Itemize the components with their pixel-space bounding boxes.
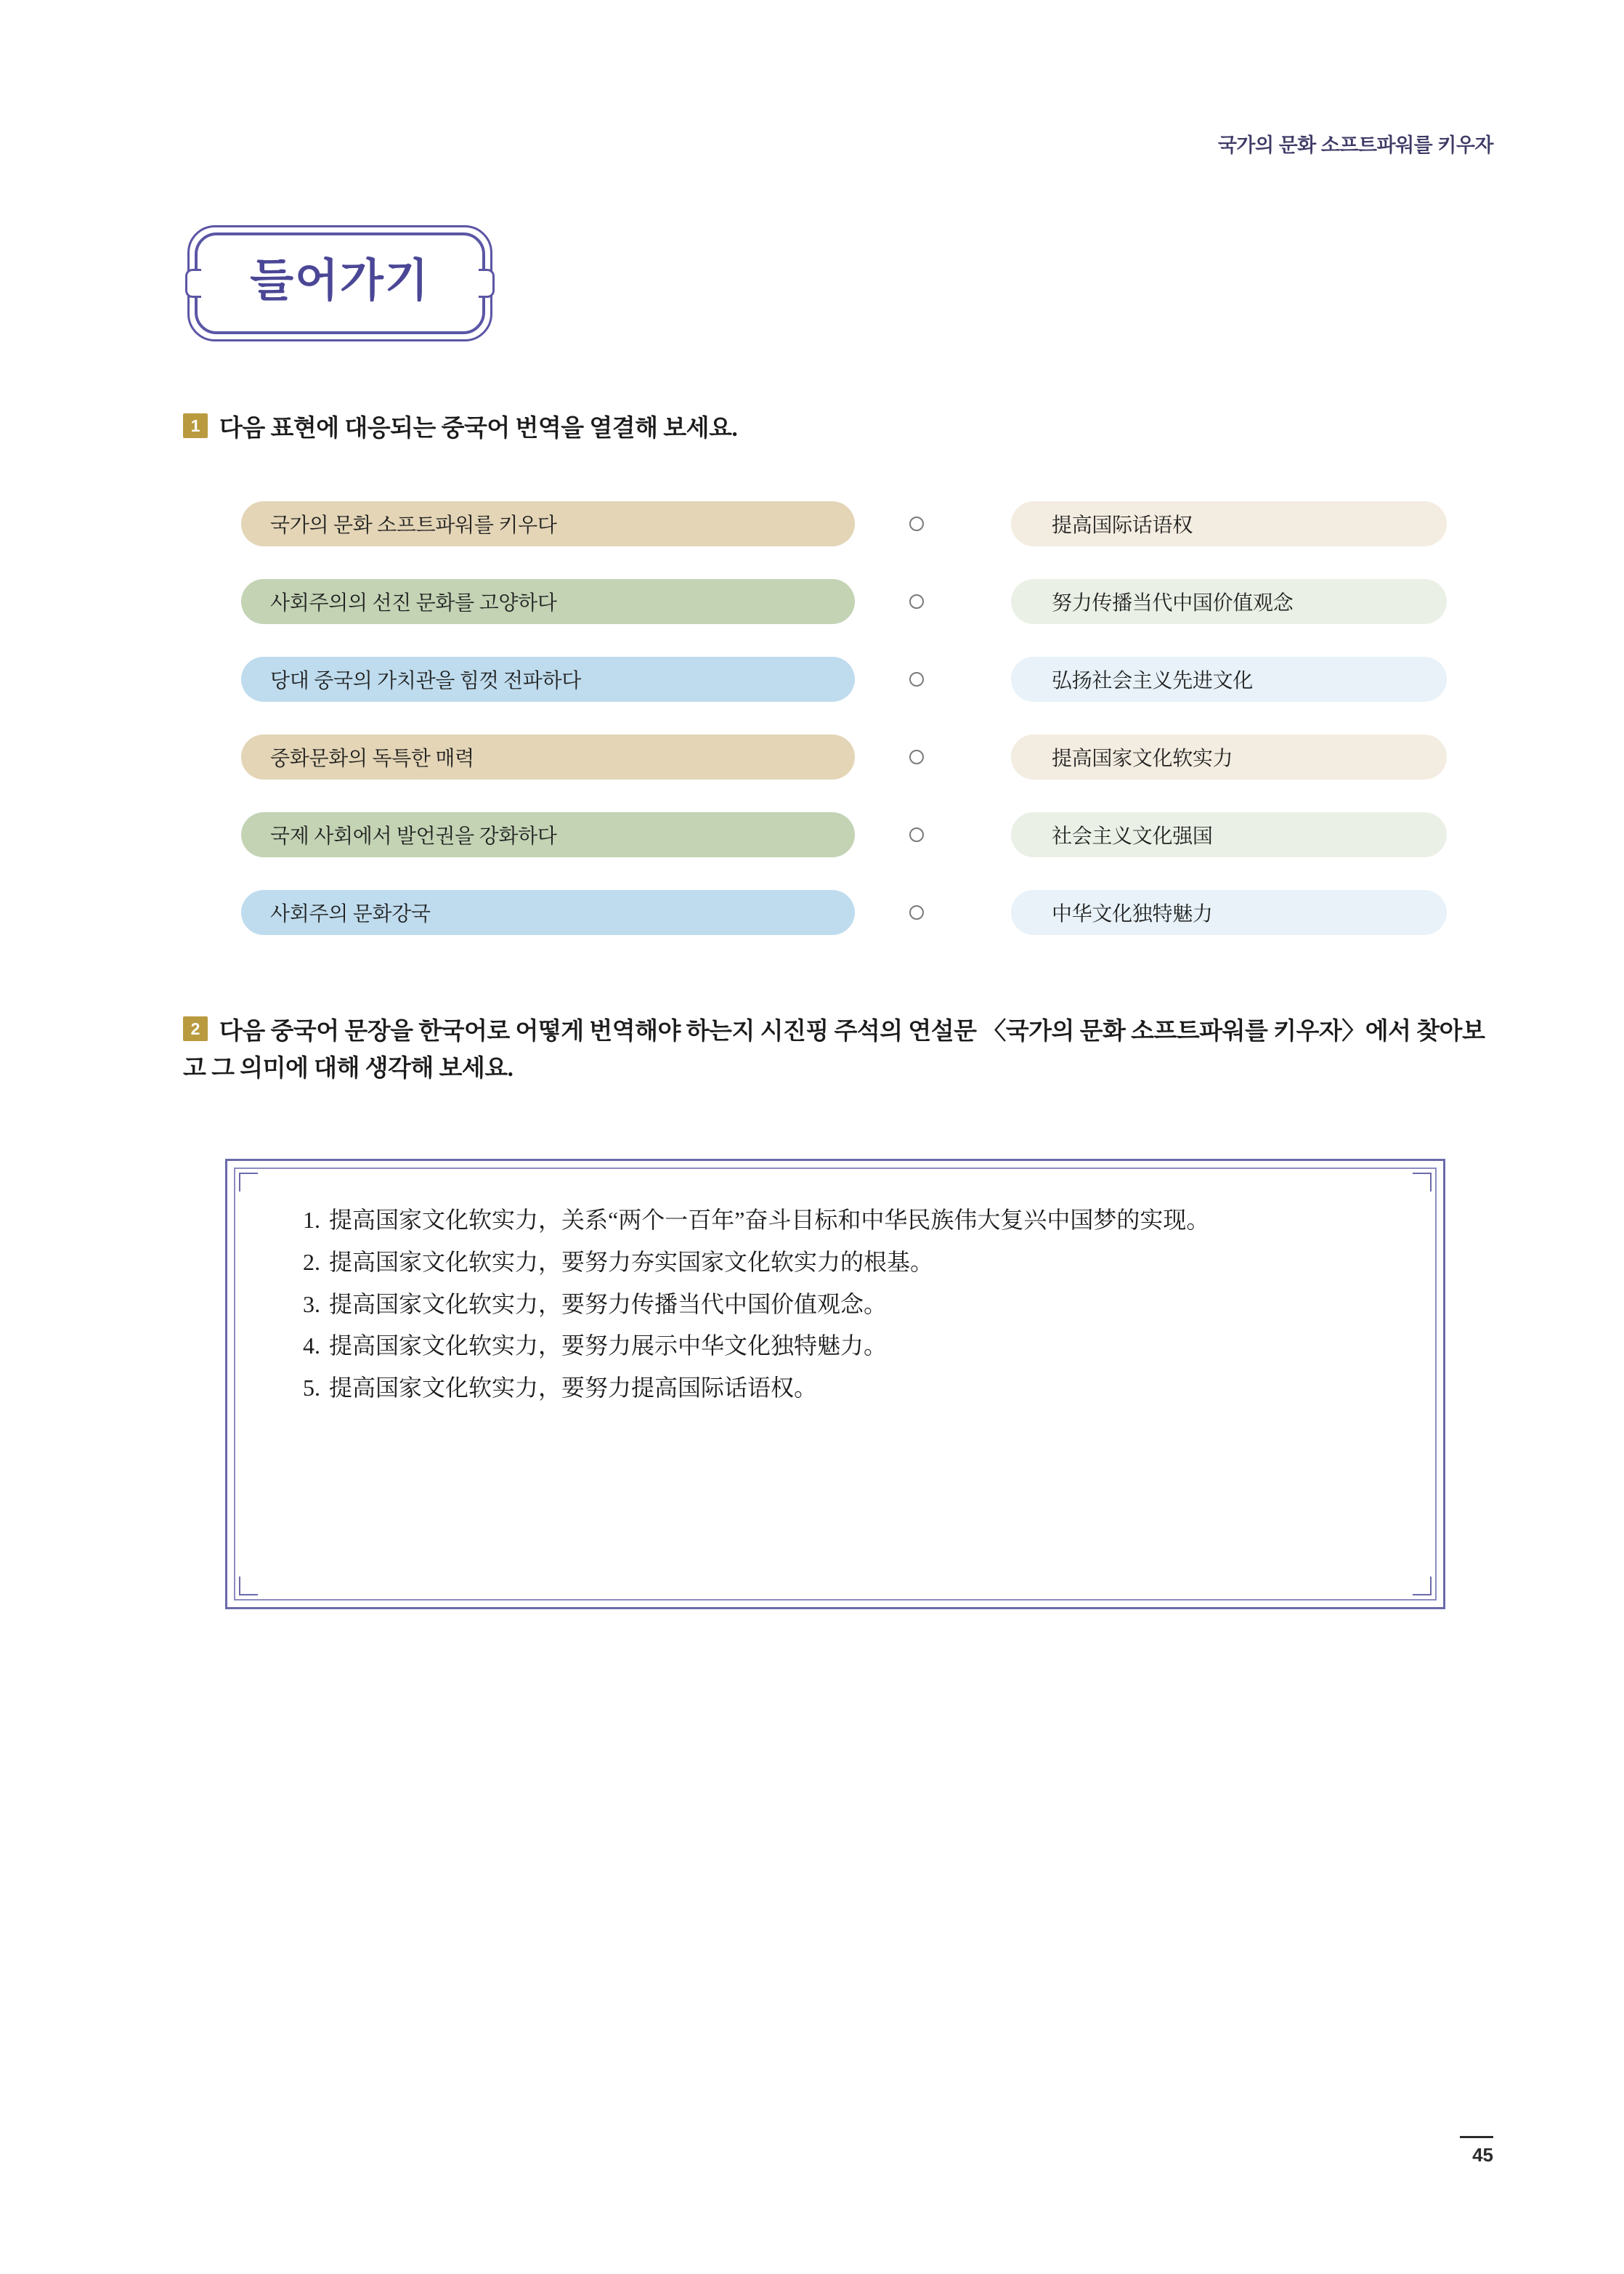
matching-row	[183, 657, 1447, 702]
match-left-connector-2[interactable]	[909, 594, 924, 609]
match-left-item-4[interactable]: 중화문화의 독특한 매력	[241, 735, 855, 780]
sentence-text: 提高国家文化软实力，要努力展示中华文化独特魅力。	[329, 1332, 888, 1359]
match-left-connector-1[interactable]	[909, 517, 924, 531]
question-2	[183, 1013, 1493, 1088]
match-right-item-3[interactable]: 弘扬社会主义先进文化	[1011, 657, 1447, 702]
sentence-text: 提高国家文化软实力，要努力夯实国家文化软实力的根基。	[329, 1248, 934, 1275]
match-right-item-5[interactable]: 社会主义文化强国	[1011, 812, 1447, 857]
sentence-text: 提高国家文化软实力，关系“两个一百年”奋斗目标和中华民族伟大复兴中国梦的实现。	[329, 1207, 1210, 1233]
matching-exercise	[183, 501, 1447, 952]
question-2-text: 다음 중국어 문장을 한국어로 어떻게 번역해야 하는지 시진핑 주석의 연설문 〈국가의 문화 소프트파워를 키우자〉에서 찾아보고 그 의미에 대해 생각해 보세요.	[183, 1019, 1485, 1083]
sentence-index: 5.	[303, 1375, 320, 1401]
sentence-text: 提高国家文化软实力，要努力提高国际话语权。	[329, 1375, 818, 1401]
question-1	[183, 410, 1493, 448]
box-corner-top-left-icon	[239, 1173, 258, 1191]
page-number	[1460, 2136, 1493, 2166]
list-item	[290, 1202, 1400, 1239]
badge-notch-left-icon	[185, 269, 201, 298]
list-item	[290, 1286, 1400, 1324]
box-corner-bottom-left-icon	[239, 1577, 258, 1595]
sentence-index: 2.	[303, 1248, 320, 1275]
matching-row	[183, 579, 1447, 624]
badge-notch-right-icon	[479, 269, 495, 298]
match-right-item-1[interactable]: 提高国际话语权	[1011, 501, 1447, 546]
box-corner-bottom-right-icon	[1413, 1577, 1432, 1595]
list-item	[290, 1369, 1400, 1407]
match-right-item-2[interactable]: 努力传播当代中国价值观念	[1011, 579, 1447, 624]
match-left-item-1[interactable]: 국가의 문화 소프트파워를 키우다	[241, 501, 855, 546]
sentence-list	[290, 1202, 1400, 1412]
box-corner-top-right-icon	[1413, 1173, 1432, 1191]
page-number-rule	[1460, 2136, 1493, 2138]
question-1-number: 1	[183, 413, 208, 438]
match-left-item-3[interactable]: 당대 중국의 가치관을 힘껏 전파하다	[241, 657, 855, 702]
match-left-connector-5[interactable]	[909, 828, 924, 842]
matching-row	[183, 735, 1447, 780]
match-left-connector-3[interactable]	[909, 672, 924, 687]
list-item	[290, 1327, 1400, 1365]
list-item	[290, 1244, 1400, 1282]
match-left-connector-4[interactable]	[909, 750, 924, 764]
badge-inner-border	[195, 232, 485, 334]
matching-row	[183, 501, 1447, 546]
section-badge	[187, 225, 492, 341]
sentence-text: 提高国家文化软实力，要努力传播当代中国价值观念。	[329, 1290, 888, 1317]
question-2-number: 2	[183, 1016, 208, 1041]
matching-row	[183, 812, 1447, 857]
running-head: 국가의 문화 소프트파워를 키우자	[1217, 134, 1493, 156]
sentence-index: 1.	[303, 1207, 320, 1233]
match-right-item-6[interactable]: 中华文化独特魅力	[1011, 890, 1447, 935]
sentence-index: 3.	[303, 1290, 320, 1317]
sentence-index: 4.	[303, 1332, 320, 1359]
page-number-value: 45	[1472, 2144, 1493, 2166]
match-left-item-6[interactable]: 사회주의 문화강국	[241, 890, 855, 935]
chinese-sentence-box	[225, 1159, 1445, 1609]
match-left-connector-6[interactable]	[909, 905, 924, 920]
section-badge-label: 들어가기	[250, 256, 430, 306]
match-left-item-2[interactable]: 사회주의의 선진 문화를 고양하다	[241, 579, 855, 624]
question-1-text: 다음 표현에 대응되는 중국어 번역을 열결해 보세요.	[219, 416, 738, 442]
matching-row	[183, 890, 1447, 935]
match-right-item-4[interactable]: 提高国家文化软实力	[1011, 735, 1447, 780]
match-left-item-5[interactable]: 국제 사회에서 발언권을 강화하다	[241, 812, 855, 857]
